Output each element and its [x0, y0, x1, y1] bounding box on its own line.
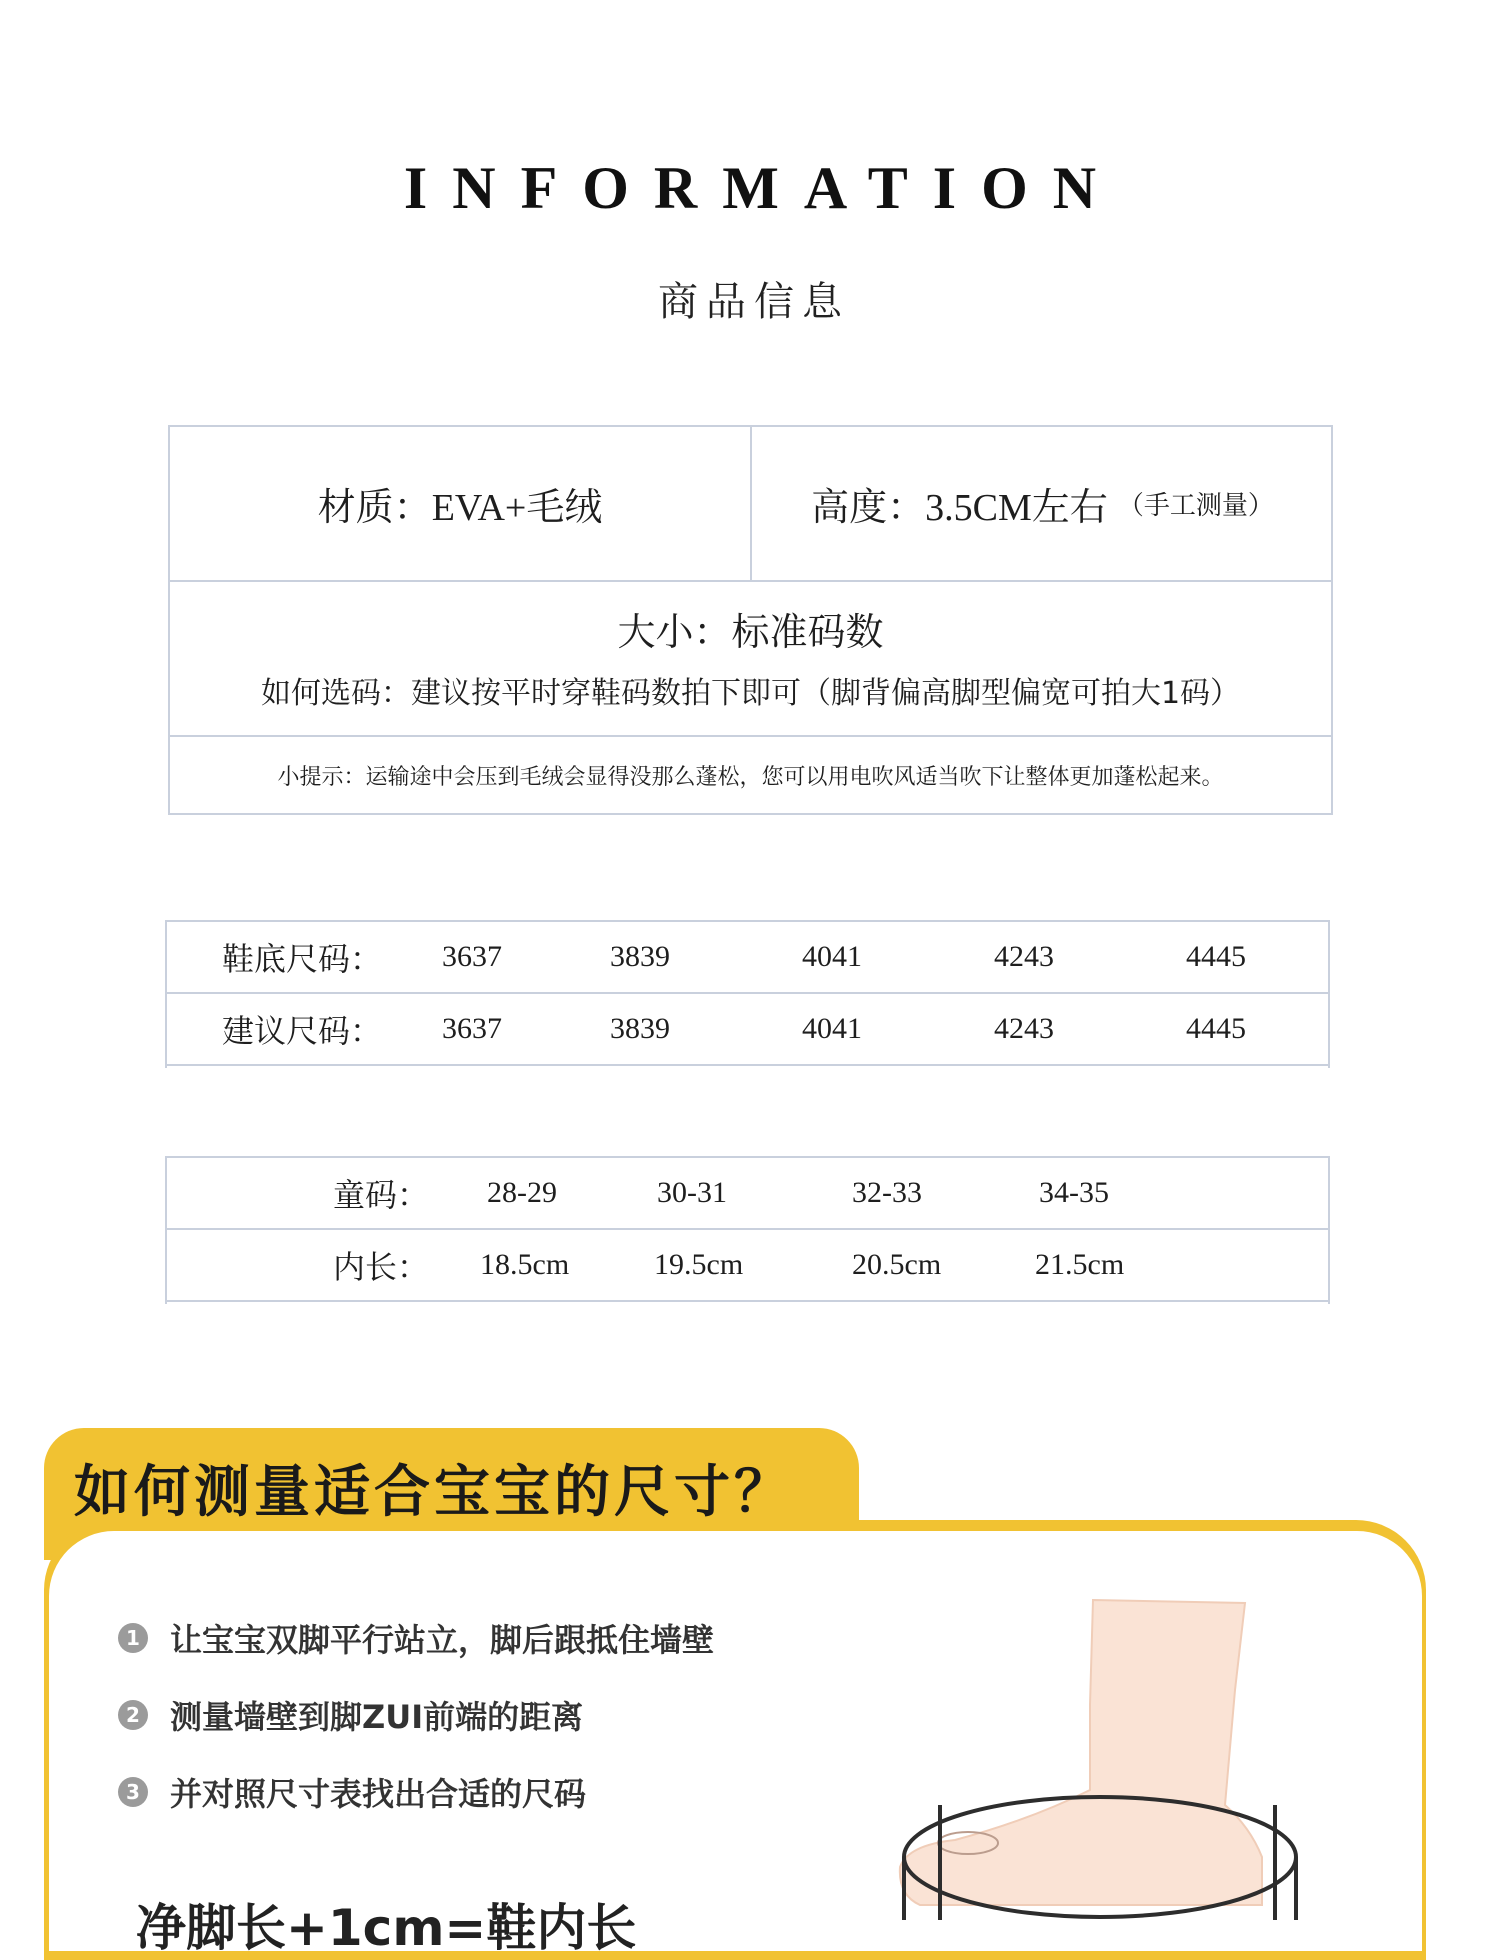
row-label: 内长： [333, 1248, 430, 1286]
row-label: 鞋底尺码： [222, 940, 383, 978]
height-value: 3.5CM左右 [925, 487, 1108, 529]
table-cell: 4243 [994, 940, 1054, 973]
material-value: EVA+毛绒 [431, 487, 603, 529]
page-title: INFORMATION [403, 155, 1122, 221]
step-number-badge: 2 [118, 1700, 148, 1730]
table-row [167, 1230, 1328, 1302]
row-label: 建议尺码： [222, 1012, 383, 1050]
table-row [167, 994, 1328, 1066]
step-text: 并对照尺寸表找出合适的尺码 [170, 1775, 587, 1813]
adult-size-table [165, 920, 1330, 1068]
table-cell: 3637 [442, 1012, 502, 1045]
height-note: （手工测量） [1117, 491, 1274, 521]
measure-title: 如何测量适合宝宝的尺寸？ [74, 1460, 794, 1525]
foot-in-shoe-illustration [880, 1595, 1320, 1920]
step-text: 测量墙壁到脚ZUI前端的距离 [170, 1698, 584, 1736]
step-text: 让宝宝双脚平行站立，脚后跟抵住墙壁 [170, 1621, 715, 1659]
measure-formula: 净脚长+1cm=鞋内长 [136, 1899, 637, 1957]
table-cell: 4445 [1186, 1012, 1246, 1045]
size-standard-text: 大小：标准码数 [617, 610, 884, 654]
table-cell: 28-29 [487, 1176, 557, 1209]
table-cell: 32-33 [852, 1176, 922, 1209]
material-label: 材质： [317, 485, 432, 529]
info-row-size [170, 582, 1331, 737]
step-item [118, 1616, 714, 1660]
height-label: 高度： [811, 485, 926, 529]
step-item [118, 1693, 583, 1737]
page-subtitle: 商品信息 [658, 279, 850, 325]
table-cell: 4041 [802, 940, 862, 973]
table-cell: 3839 [610, 1012, 670, 1045]
height-cell [752, 427, 1333, 580]
table-cell: 4243 [994, 1012, 1054, 1045]
table-cell: 3839 [610, 940, 670, 973]
row-label: 童码： [333, 1176, 430, 1214]
table-cell: 4041 [802, 1012, 862, 1045]
kid-size-table [165, 1156, 1330, 1304]
table-cell: 34-35 [1039, 1176, 1109, 1209]
product-info-table [168, 425, 1333, 815]
material-cell [170, 427, 752, 580]
table-cell: 4445 [1186, 940, 1246, 973]
table-cell: 3637 [442, 940, 502, 973]
table-row [167, 922, 1328, 994]
tip-text: 小提示：运输途中会压到毛绒会显得没那么蓬松，您可以用电吹风适当吹下让整体更加蓬松起来。 [277, 764, 1224, 790]
step-item [118, 1770, 586, 1814]
foot-shape [900, 1600, 1262, 1905]
step-number-badge: 1 [118, 1623, 148, 1653]
table-cell: 20.5cm [852, 1248, 942, 1281]
table-cell: 21.5cm [1035, 1248, 1125, 1281]
step-number-badge: 3 [118, 1777, 148, 1807]
table-row [167, 1158, 1328, 1230]
table-cell: 18.5cm [480, 1248, 570, 1281]
size-advice-text: 如何选码：建议按平时穿鞋码数拍下即可（脚背偏高脚型偏宽可拍大1码） [260, 676, 1241, 711]
info-row-material-height [170, 427, 1331, 582]
table-cell: 19.5cm [654, 1248, 744, 1281]
table-cell: 30-31 [657, 1176, 727, 1209]
